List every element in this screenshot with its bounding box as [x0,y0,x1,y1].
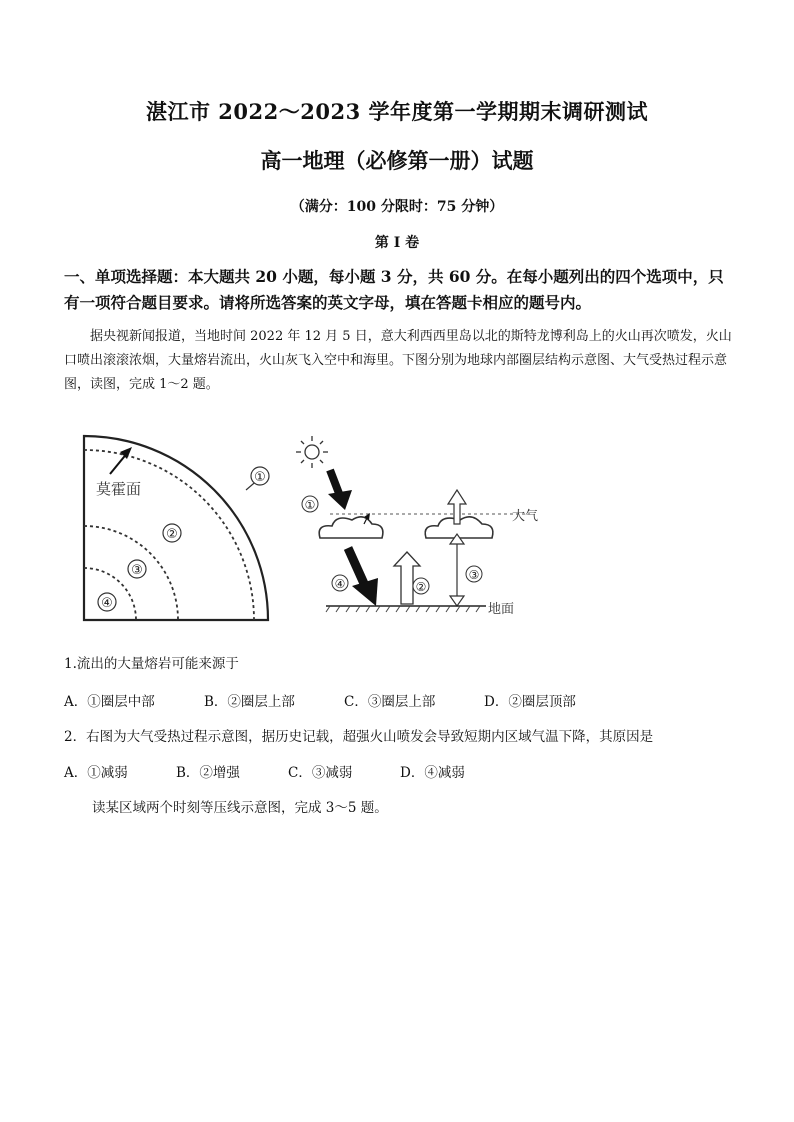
cloud-left-icon [319,517,383,538]
layer-label-1: ① [254,470,266,485]
q2-option-d: D．④减弱 [400,765,465,781]
q1-option-d: D．②圈层顶部 [484,694,576,710]
passage-volcano: 据央视新闻报道，当地时间 2022 年 12 月 5 日，意大利西西里岛以北的斯特龙博利岛上的火山再次喷发，火山口喷出滚滚浓烟，大量熔岩流出，火山灰飞入空中和海里。下图分别为地球内部圈层结构示意图、大气受热过程示意图，读图，完成 1～2 题。 [64,329,732,392]
score-info: （满分：100 分限时：75 分钟） [290,199,504,215]
moho-label: 莫霍面 [96,480,142,498]
layer-label-3: ③ [131,563,143,578]
ground-label: 地面 [488,602,515,617]
arrow-label-4: ④ [334,577,346,591]
sun-icon [296,436,328,468]
earth-layers-diagram [76,428,286,624]
arrow-label-3: ③ [468,568,480,582]
atmosphere-label: 大气 [512,509,539,524]
question-2-stem: 2．右图为大气受热过程示意图，据历史记载，超强火山喷发会导致短期内区域气温下降，其原因是 [64,729,654,745]
atmosphere-heating-diagram [290,428,550,624]
passage-isobar: 读某区域两个时刻等压线示意图，完成 3～5 题。 [92,800,388,816]
q1-option-a: A．①圈层中部 [64,694,155,710]
q1-option-b: B．②圈层上部 [204,694,295,710]
radiation-arrow-1-icon [328,490,352,510]
q2-option-c: C．③减弱 [288,765,353,781]
q2-option-b: B．②增强 [176,765,240,781]
subject-title: 高一地理（必修第一册）试题 [260,148,534,173]
atmospheric-counter-radiation-icon [450,596,464,606]
question-1-options [64,690,744,710]
exam-title: 湛江市 2022～2023 学年度第一学期期末调研测试 [145,99,648,124]
volume-label: 第 I 卷 [374,235,420,251]
section-instructions: 一、单项选择题：本大题共 20 小题，每小题 3 分，共 60 分。在每小题列出的四个选项中，只有一项符合题目要求。请将所选答案的英文字母，填在答题卡相应的题号内。 [64,267,724,312]
layer-label-4: ④ [101,596,113,611]
arrow-label-1: ① [304,498,316,512]
q1-option-c: C．③圈层上部 [344,694,436,710]
q2-option-a: A．①减弱 [64,765,128,781]
question-2-options [64,761,744,781]
layer-label-2: ② [166,527,178,542]
radiation-arrow-4-icon [352,578,378,606]
ground-radiation-arrow-icon [394,552,420,604]
moho-arrow-icon [120,447,132,459]
question-1-stem: 1.流出的大量熔岩可能来源于 [64,656,239,672]
arrow-label-2: ② [415,580,427,594]
